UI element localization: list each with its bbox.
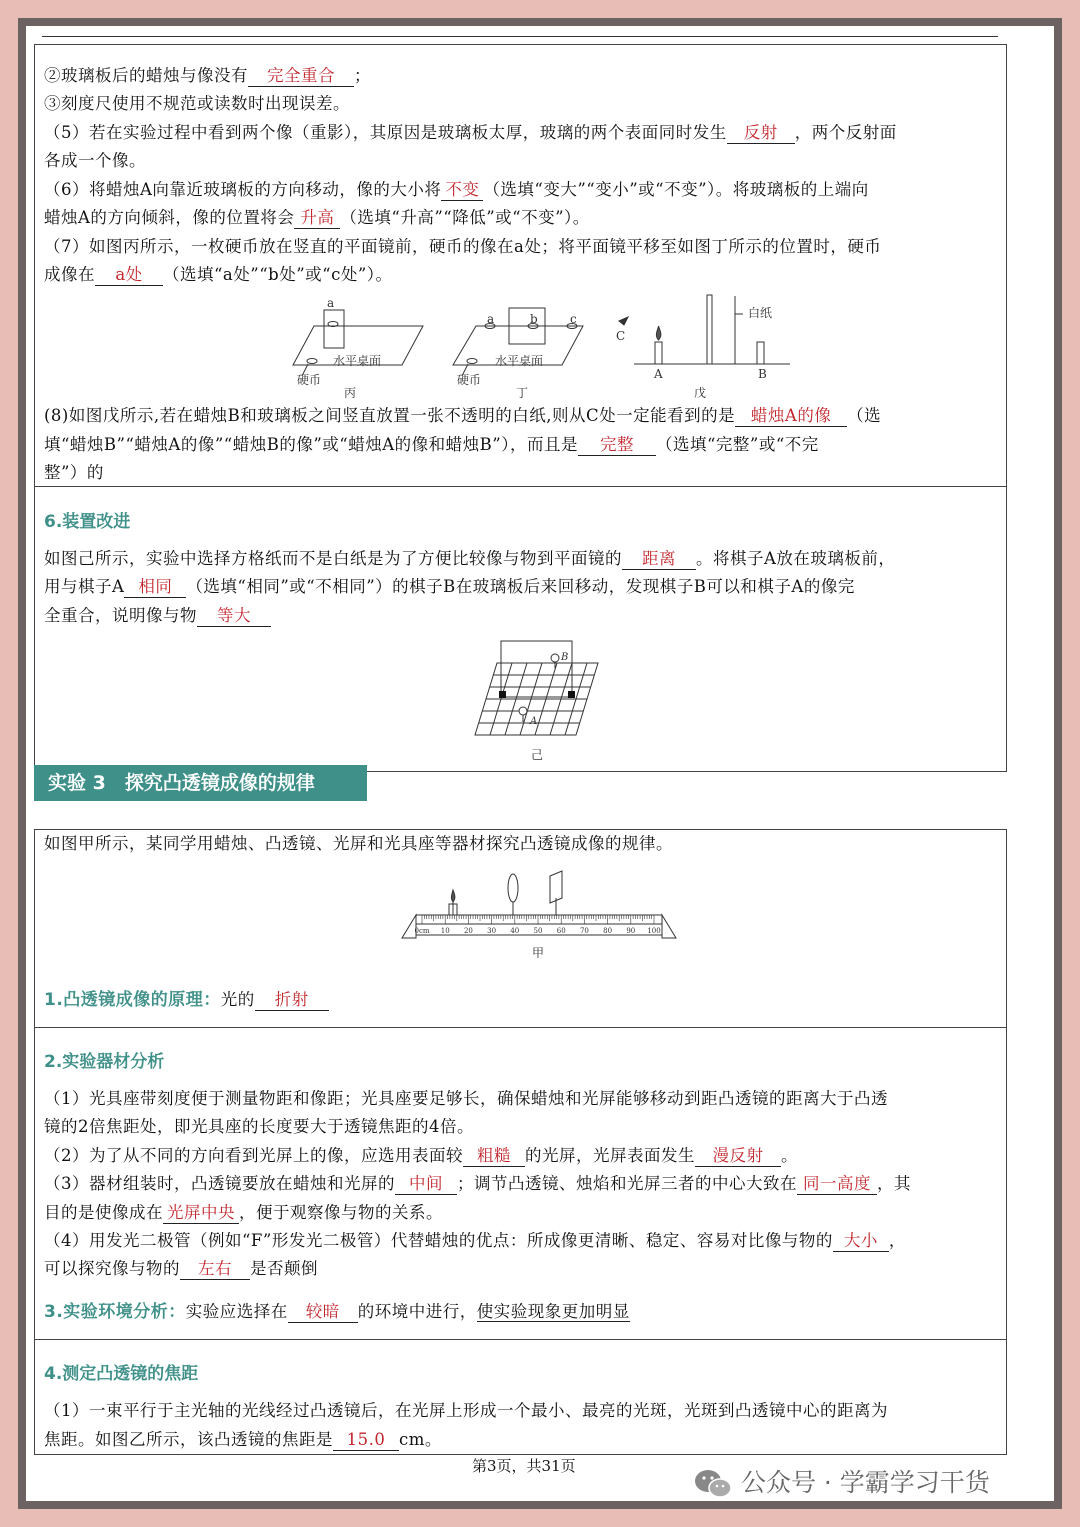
- paper-label: 白纸: [748, 306, 773, 320]
- text-line: 各成一个像。: [44, 151, 146, 170]
- text-line: （4）用发光二极管（例如“F”形发光二极管）代替蜡烛的优点：所成像更清晰、稳定、容易对比像与物的 大小 ，: [44, 1231, 906, 1250]
- figure-bing-caption: 丙: [344, 386, 357, 400]
- bench-tick-marks: [422, 915, 654, 924]
- text-line: 1.凸透镜成像的原理：光的 折射: [44, 986, 1000, 1015]
- label-b: b: [530, 312, 538, 326]
- text-line: 3.实验环境分析：实验应选择在 较暗 的环境中进行，使实验现象更加明显: [44, 1302, 630, 1322]
- bench-tick-label: 10: [440, 927, 450, 935]
- experiment-3-title: 实验 3 探究凸透镜成像的规律: [34, 765, 367, 801]
- label-A: A: [654, 367, 663, 381]
- text-line: (8)如图戊所示,若在蜡烛B和玻璃板之间竖直放置一张不透明的白纸,则从C处一定能看到的是 蜡烛A的像 （选: [44, 406, 882, 425]
- bench-tick-label: 30: [487, 927, 497, 935]
- coin-label: 硬币: [457, 373, 482, 387]
- section-6-heading: 6.装置改进: [44, 512, 131, 532]
- figure-ji-caption: 己: [531, 748, 544, 762]
- bench-tick-label: 70: [579, 927, 589, 935]
- bench-tick-label: 100: [647, 927, 661, 935]
- text-line: 整”）的: [44, 463, 104, 482]
- text-line: 填“蜡烛B”“蜡烛A的像”“蜡烛B的像”或“蜡烛A的像和蜡烛B”），而且是 完整 （选填“完整”或“不完: [44, 435, 819, 454]
- label-A: A: [530, 716, 538, 727]
- table-label: 水平桌面: [333, 354, 382, 368]
- section-4-heading: 4.测定凸透镜的焦距: [44, 1364, 199, 1384]
- bench-tick-label: 0cm: [414, 927, 430, 935]
- text-line: 全重合，说明像与物 等大: [44, 602, 1000, 631]
- label-c: c: [570, 312, 577, 326]
- bench-tick-labels: [414, 927, 660, 935]
- label-C: C: [616, 329, 626, 343]
- text-line: （6）将蜡烛A向靠近玻璃板的方向移动，像的大小将 不变 （选填“变大”“变小”或“不变”）。将玻璃板的上端向: [44, 180, 869, 199]
- text-line: 可以探究像与物的 左右 是否颠倒: [44, 1259, 318, 1278]
- label-a: a: [327, 296, 335, 310]
- page-number: 第3页，共31页: [472, 1457, 576, 1475]
- bench-tick-label: 40: [510, 927, 520, 935]
- label-a: a: [487, 312, 495, 326]
- bench-tick-label: 50: [533, 927, 543, 935]
- section-2-heading: 2.实验器材分析: [44, 1052, 165, 1072]
- text-line: ②玻璃板后的蜡烛与像没有 完全重合 ；: [44, 66, 371, 85]
- section-3-heading: 3.实验环境分析：: [44, 1302, 186, 1322]
- marker-left: [499, 691, 506, 698]
- text-line: 如图己所示，实验中选择方格纸而不是白纸是为了方便比较像与物到平面镜的 距离 。将棋子A放在玻璃板前，: [44, 549, 896, 568]
- label-B: B: [561, 652, 569, 663]
- bench-tick-label: 90: [626, 927, 636, 935]
- text-line: 目的是使像成在 光屏中央 ，便于观察像与物的关系。: [44, 1203, 443, 1222]
- marker-right: [568, 691, 575, 698]
- text-line: （7）如图丙所示，一枚硬币放在竖直的平面镜前，硬币的像在a处；将平面镜平移至如图丁所示的位置时，硬币: [44, 237, 882, 256]
- text-line: 成像在 a处 （选填“a处”“b处”或“c处”）。: [44, 265, 393, 284]
- figure-bing-ding-wu: [280, 290, 800, 402]
- header-rule: [42, 36, 998, 37]
- text-line: （1）光具座带刻度便于测量物距和像距；光具座要足够长，确保蜡烛和光屏能够移动到距凸透镜的距离大于凸透: [44, 1089, 888, 1108]
- wechat-icon: [693, 1467, 733, 1501]
- figure-wu-caption: 戊: [694, 386, 707, 400]
- figure-ding-caption: 丁: [516, 386, 529, 400]
- text-line: 蜡烛A的方向倾斜，像的位置将会 升高 （选填“升高”“降低”或“不变”）。: [44, 208, 590, 227]
- text-line: 镜的2倍焦距处，即光具座的长度要大于透镜焦距的4倍。: [44, 1117, 474, 1136]
- bench-tick-label: 20: [463, 927, 473, 935]
- text-line: 用与棋子A 相同 （选填“相同”或“不相同”）的棋子B在玻璃板后来回移动，发现棋子B可以和棋子A的像完: [44, 577, 855, 596]
- figure-ji-grid: [470, 636, 610, 764]
- text-line: （1）一束平行于主光轴的光线经过凸透镜后，在光屏上形成一个最小、最亮的光斑，光斑到凸透镜中心的距离为: [44, 1401, 888, 1420]
- figure-jia-optical-bench: [398, 868, 682, 964]
- text-line: ③刻度尺使用不规范或读数时出现误差。: [44, 94, 350, 113]
- figure-jia-caption: 甲: [532, 946, 545, 960]
- text-line: 如图甲所示，某同学用蜡烛、凸透镜、光屏和光具座等器材探究凸透镜成像的规律。: [44, 834, 673, 853]
- section-1-heading: 1.凸透镜成像的原理：: [44, 990, 221, 1010]
- bench-tick-label: 80: [603, 927, 613, 935]
- bench-tick-label: 60: [556, 927, 566, 935]
- coin-label: 硬币: [297, 373, 322, 387]
- watermark: 公众号 · 学霸学习干货: [693, 1463, 1053, 1503]
- label-B: B: [758, 367, 767, 381]
- text-line: （3）器材组装时，凸透镜要放在蜡烛和光屏的 中间 ；调节凸透镜、烛焰和光屏三者的中心大致在 同一高度 ，其: [44, 1174, 911, 1193]
- text-line: （2）为了从不同的方向看到光屏上的像，应选用表面较 粗糙 的光屏，光屏表面发生 漫反射 。: [44, 1146, 798, 1165]
- table-label: 水平桌面: [495, 354, 544, 368]
- text-line: （5）若在实验过程中看到两个像（重影），其原因是玻璃板太厚，玻璃的两个表面同时发生 反射 ，两个反射面: [44, 123, 897, 142]
- text-line: 焦距。如图乙所示，该凸透镜的焦距是 15.0 cm。: [44, 1430, 442, 1449]
